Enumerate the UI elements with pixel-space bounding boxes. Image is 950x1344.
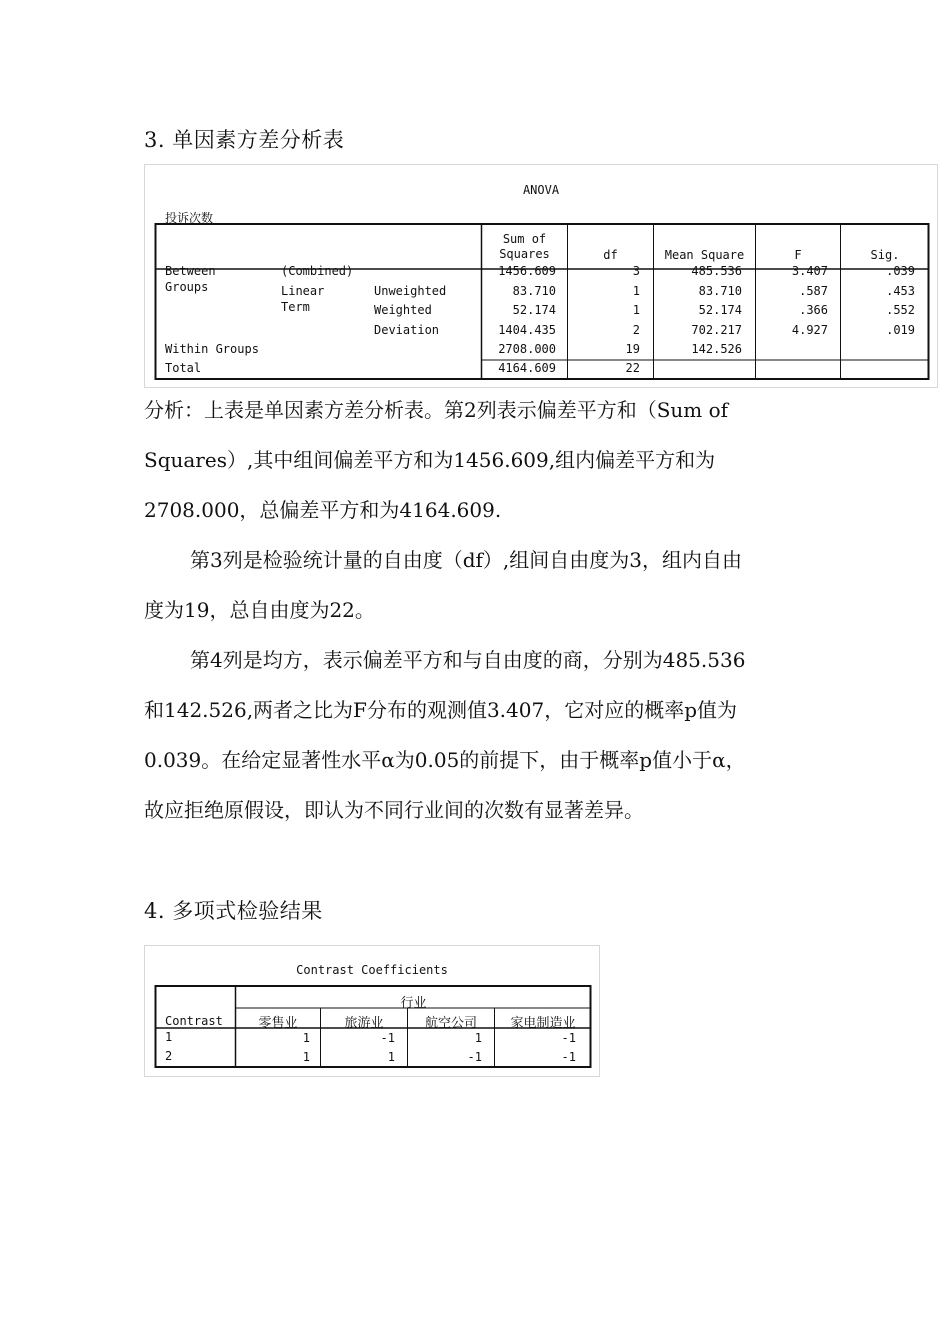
label-unweighted: Unweighted	[374, 284, 447, 298]
label-term: Term	[281, 300, 310, 314]
column-header: 家电制造业	[510, 1016, 576, 1031]
contrast-table-frame	[144, 945, 600, 1077]
column-header: 航空公司	[424, 1016, 477, 1031]
header-sum-of-squares: Sum of Squares	[499, 232, 550, 261]
analysis-line: 第4列是均方，表示偏差平方和与自由度的商，分别为485.536	[190, 648, 746, 672]
header-df: df	[603, 248, 618, 262]
cell-ss: 83.710	[512, 284, 556, 298]
group-header-industry: 行业	[400, 996, 427, 1011]
header-f: F	[794, 248, 802, 262]
cell-ms: 52.174	[698, 303, 742, 317]
cell-df: 1	[632, 303, 640, 317]
contrast-cell: 1	[387, 1050, 395, 1064]
cell-ms: 485.536	[691, 264, 742, 278]
column-header: 旅游业	[344, 1016, 384, 1031]
section-4-heading: 4. 多项式检验结果	[144, 899, 323, 923]
contrast-row-label: 1	[165, 1030, 173, 1044]
cell-sig: .552	[886, 303, 915, 317]
cell-ms: 142.526	[691, 342, 742, 356]
contrast-cell: -1	[380, 1031, 395, 1045]
cell-df: 1	[632, 284, 640, 298]
label-groups: Groups	[165, 280, 209, 294]
anova-table-subtitle: 投诉次数	[165, 211, 214, 225]
cell-df: 22	[625, 361, 640, 375]
analysis-line: 和142.526,两者之比为F分布的观测值3.407，它对应的概率p值为	[144, 698, 737, 722]
cell-df: 2	[632, 323, 640, 337]
contrast-cell: 1	[474, 1031, 482, 1045]
cell-ss: 4164.609	[498, 361, 556, 375]
label-linear: Linear	[281, 284, 325, 298]
contrast-label: Contrast	[165, 1014, 223, 1028]
contrast-cell: 1	[302, 1050, 310, 1064]
contrast-row-label: 2	[165, 1049, 173, 1063]
label-deviation: Deviation	[374, 323, 440, 337]
cell-ss: 1456.609	[498, 264, 556, 278]
analysis-line: 分析：上表是单因素方差分析表。第2列表示偏差平方和（Sum of	[144, 398, 729, 422]
cell-df: 3	[632, 264, 640, 278]
analysis-line: 故应拒绝原假设，即认为不同行业间的次数有显著差异。	[144, 798, 644, 822]
column-header: 零售业	[258, 1016, 298, 1031]
cell-ss: 1404.435	[498, 323, 556, 337]
anova-table-frame	[144, 164, 938, 388]
label-combined: (Combined)	[281, 264, 354, 278]
analysis-line: 0.039。在给定显著性水平α为0.05的前提下，由于概率p值小于α，	[144, 748, 746, 772]
contrast-table-title: Contrast Coefficients	[296, 963, 448, 977]
cell-df: 19	[625, 342, 640, 356]
header-sig: Sig.	[870, 248, 900, 262]
label-between: Between	[165, 264, 216, 278]
header-mean-square: Mean Square	[664, 248, 745, 262]
contrast-cell: -1	[561, 1050, 576, 1064]
cell-f: .366	[799, 303, 828, 317]
label-total: Total	[165, 361, 202, 375]
cell-f: 4.927	[791, 323, 828, 337]
analysis-line: Squares）,其中组间偏差平方和为1456.609,组内偏差平方和为	[144, 448, 716, 472]
label-within-groups: Within Groups	[165, 342, 259, 356]
cell-f: .587	[799, 284, 828, 298]
cell-f: 3.407	[791, 264, 828, 278]
cell-ss: 2708.000	[498, 342, 556, 356]
contrast-cell: -1	[561, 1031, 576, 1045]
analysis-line: 2708.000，总偏差平方和为4164.609.	[144, 498, 502, 522]
cell-sig: .453	[886, 284, 915, 298]
anova-table-title: ANOVA	[522, 183, 560, 197]
label-weighted: Weighted	[374, 303, 432, 317]
cell-ms: 702.217	[691, 323, 742, 337]
analysis-line: 度为19，总自由度为22。	[144, 598, 375, 622]
cell-ms: 83.710	[698, 284, 742, 298]
contrast-cell: 1	[302, 1031, 310, 1045]
section-3-heading: 3. 单因素方差分析表	[144, 128, 345, 152]
cell-sig: .019	[886, 323, 915, 337]
analysis-line: 第3列是检验统计量的自由度（df）,组间自由度为3，组内自由	[190, 548, 743, 572]
cell-ss: 52.174	[512, 303, 556, 317]
contrast-cell: -1	[467, 1050, 482, 1064]
cell-sig: .039	[886, 264, 915, 278]
